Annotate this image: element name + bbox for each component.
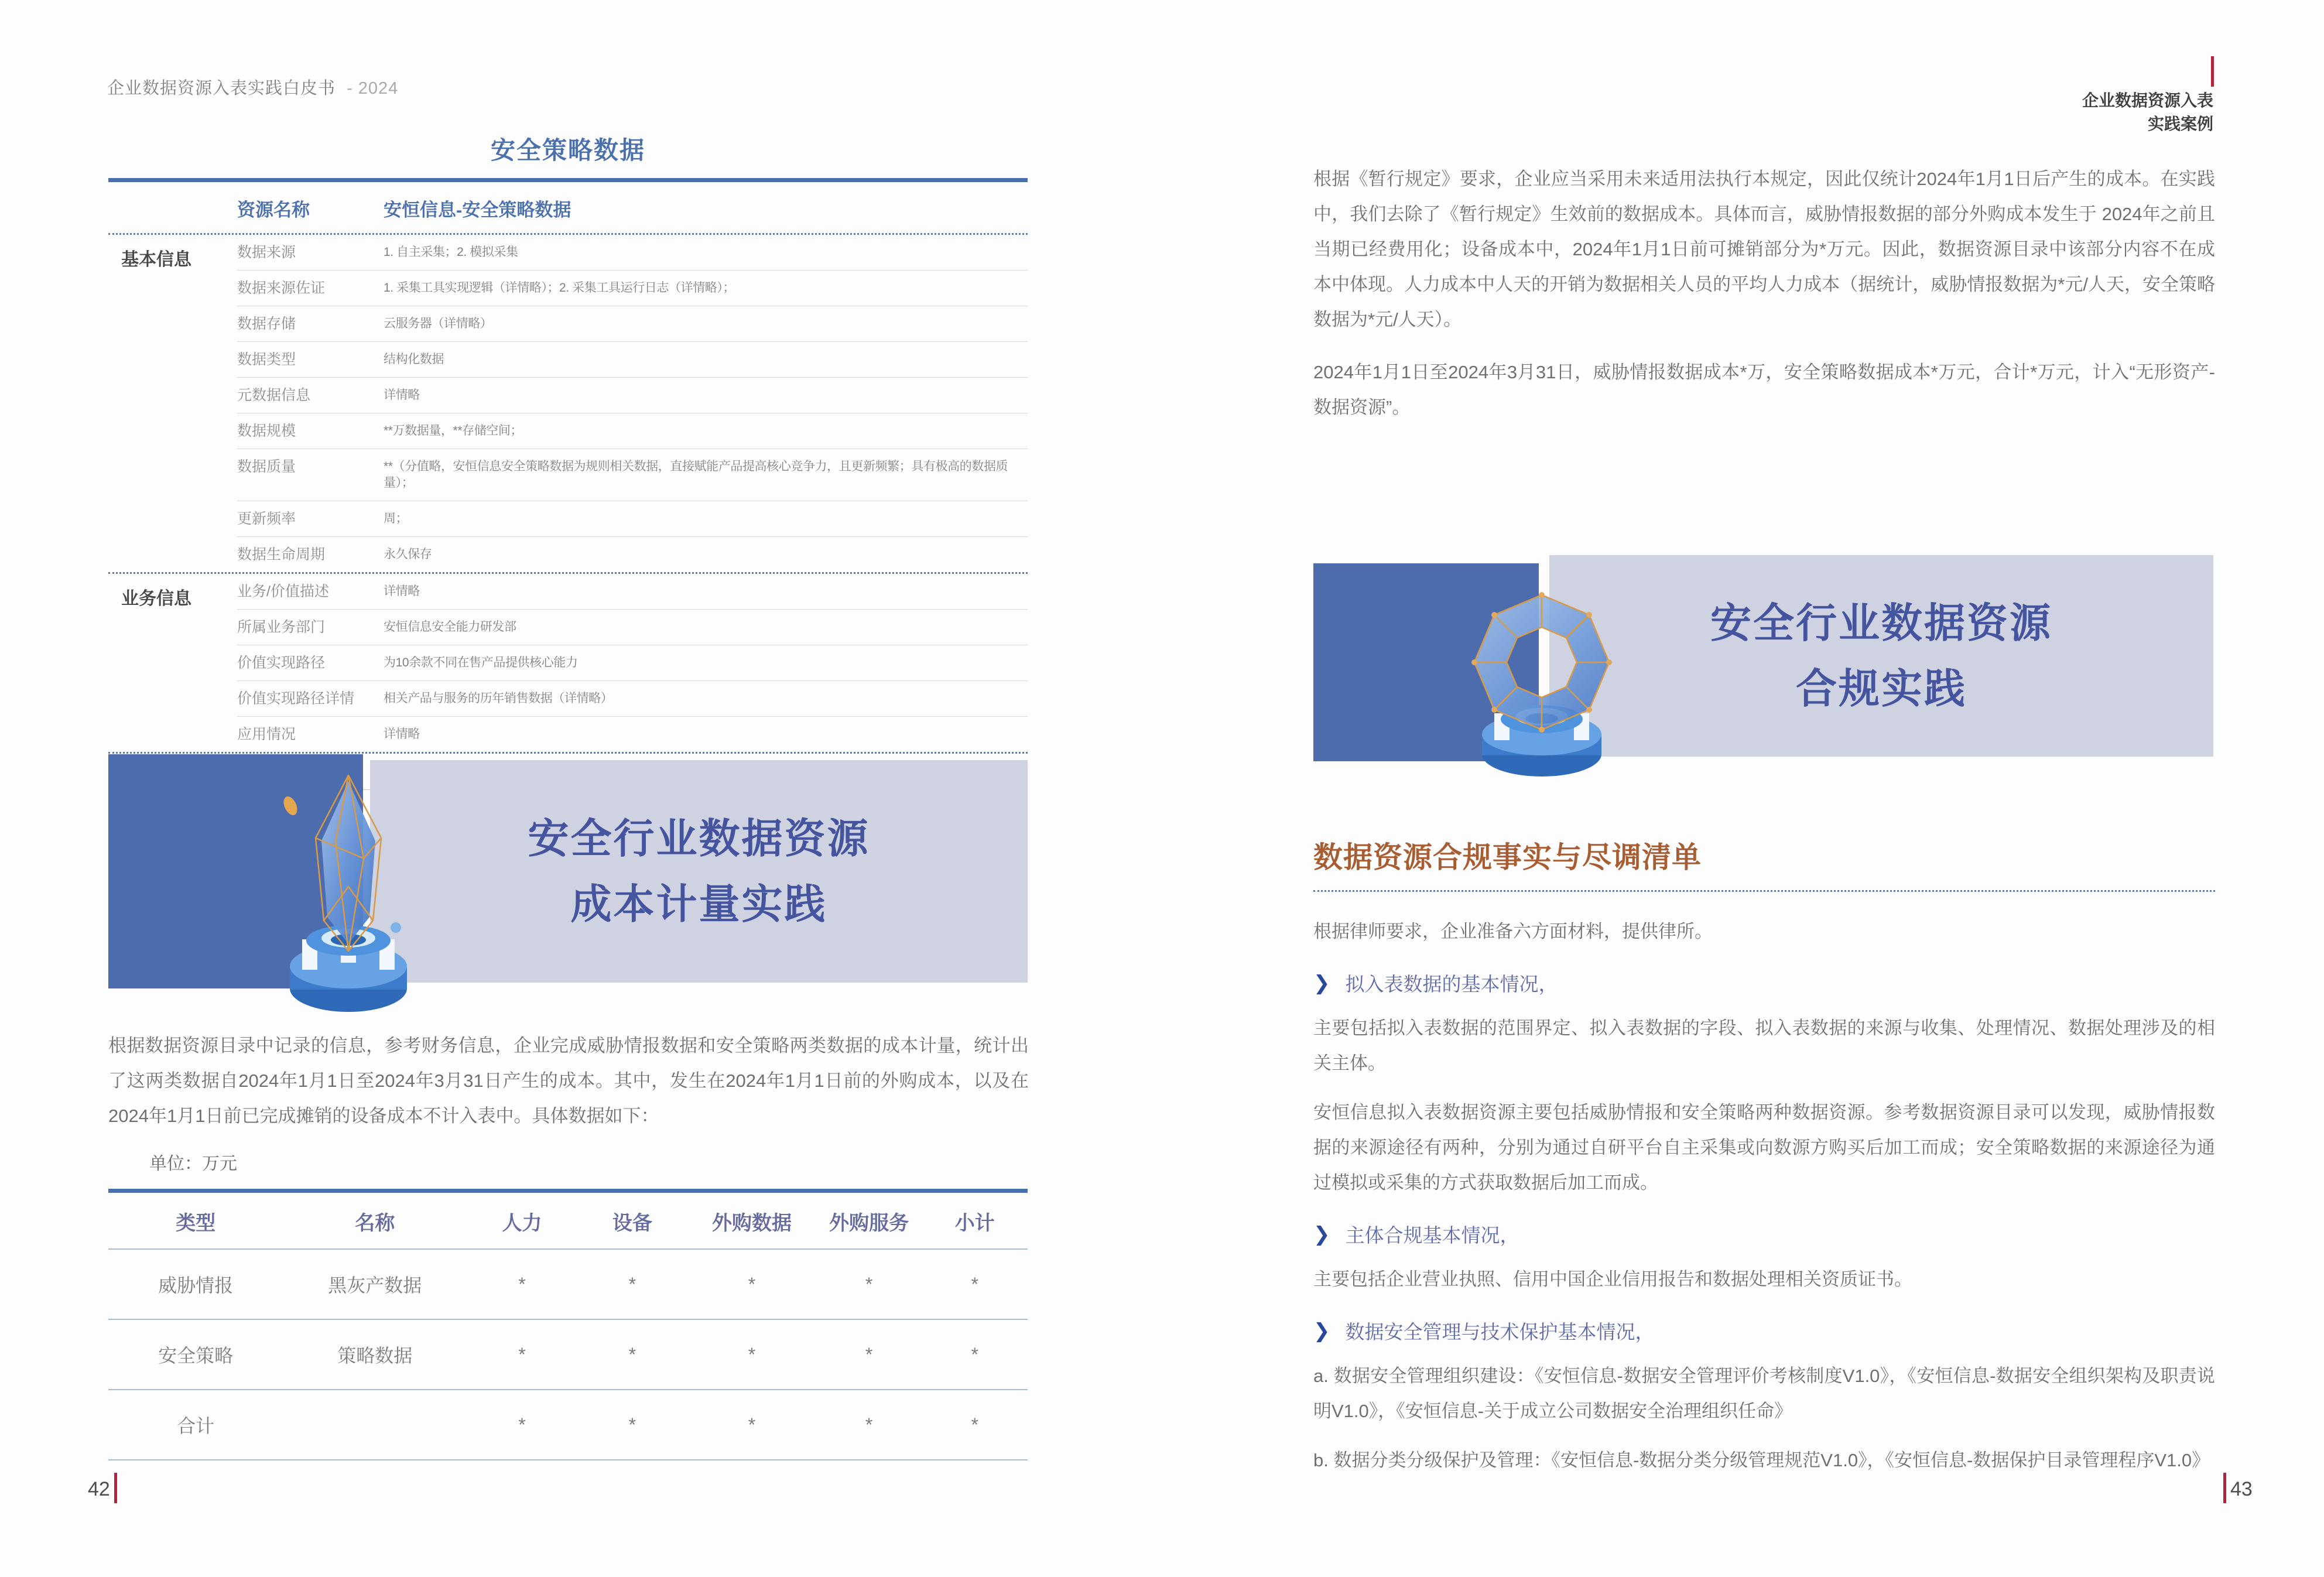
- crystal-trophy-illustration: [252, 771, 445, 1017]
- table-row: 更新频率 周；: [237, 501, 1028, 536]
- table-row: 业务/价值描述 详情略: [237, 583, 420, 600]
- table-row: 应用情况 详情略: [237, 716, 1028, 752]
- cost-practice-banner: [108, 754, 1028, 988]
- table-row: 安全策略 策略数据 * * * * *: [108, 1319, 1028, 1390]
- cost-rule-paragraph: 根据《暂行规定》要求，企业应当采用未来适用法执行本规定，因此仅统计2024年1月1日后产生的成本。在实践中，我们去除了《暂行规定》生效前的数据成本。具体而言，威胁情报数据的部分外购成本发生于 2024年之前且当期已经费用化；设备成本中，2024年1月1日前可摊销部分为*万元。因此，数据资源目录中该部分内容不在成本中体现。人力成本中人天的开销为数据相关人员的平均人力成本（据统计，威胁情报数据为*元/人天，安全策略数据为*元/人天）。: [1313, 169, 2215, 330]
- banner-title: 安全行业数据资源 成本计量实践: [528, 816, 870, 927]
- polyhedron-trophy-illustration: [1445, 583, 1638, 776]
- column-resource-name: 资源名称: [237, 200, 310, 220]
- intro-paragraph: 根据律师要求，企业准备六方面材料，提供律所。: [1313, 921, 1713, 942]
- page-43: [1162, 0, 2324, 1577]
- table-row: 元数据信息 详情略: [237, 377, 1028, 413]
- bullet-entity-compliance: ❯ 主体合规基本情况，: [1313, 1223, 1519, 1246]
- compliance-practice-banner: [1313, 555, 2213, 761]
- bullet-paragraph: a. 数据安全管理组织建设：《安恒信息-数据安全管理评价考核制度V1.0》，《安恒信息-数据安全组织架构及职责说明V1.0》，《安恒信息-关于成立公司数据安全治理组织任命》: [1313, 1366, 2215, 1421]
- bullet-paragraph: 安恒信息拟入表数据资源主要包括威胁情报和安全策略两种数据资源。参考数据资源目录可以发现，威胁情报数据的来源途径有两种，分别为通过自研平台自主采集或向数源方购买后加工而成；安全策略数据的来源途径为通过模拟或采集的方式获取数据后加工而成。: [1313, 1102, 2215, 1193]
- table-row: 价值实现路径详情 相关产品与服务的历年销售数据（详情略）: [237, 680, 1028, 716]
- table-row-total: 合计 * * * * *: [108, 1390, 1028, 1460]
- chevron-right-icon: ❯: [1313, 972, 1330, 994]
- table-row: 数据质量 **（分值略，安恒信息安全策略数据为规则相关数据，直接赋能产品提高核心竞争力，且更新频繁；具有极高的数据质量）；: [237, 449, 1028, 501]
- table-title: 安全策略数据: [490, 136, 645, 164]
- table-row: 威胁情报 黑灰产数据 * * * * *: [108, 1249, 1028, 1319]
- section-business-info: [108, 574, 1028, 754]
- resource-name-value: 安恒信息-安全策略数据: [384, 200, 571, 220]
- banner-title-panel: [1549, 555, 2213, 757]
- cost-table-block: [108, 1149, 1028, 1460]
- cost-table: [108, 1193, 1028, 1460]
- table-row: 数据存储 云服务器（详情略）: [237, 306, 1028, 341]
- page-number-42: 42: [88, 1478, 110, 1500]
- table-row: 数据来源 1. 自主采集；2. 模拟采集: [237, 244, 518, 261]
- banner-title-panel: [370, 760, 1028, 983]
- section-basic-info: [108, 235, 1028, 574]
- running-header-left: [107, 75, 398, 99]
- security-strategy-data-table: [108, 131, 1028, 790]
- red-accent-bar: [114, 1473, 117, 1503]
- table-row: 数据生命周期 永久保存: [237, 536, 1028, 572]
- table-header-row: [108, 182, 1028, 235]
- bullet-paragraph: 主要包括企业营业执照、信用中国企业信用报告和数据处理相关资质证书。: [1313, 1269, 1912, 1289]
- chevron-right-icon: ❯: [1313, 1320, 1330, 1342]
- bullet-security-management: ❯ 数据安全管理与技术保护基本情况，: [1313, 1320, 1655, 1343]
- section-label: 业务信息: [121, 589, 191, 608]
- heading-divider: [1313, 890, 2215, 892]
- red-accent-bar: [2223, 1473, 2226, 1503]
- red-accent-bar: [2211, 56, 2214, 87]
- bullet-data-basics: ❯ 拟入表数据的基本情况，: [1313, 972, 1558, 995]
- table-top-rule: [108, 1189, 1028, 1193]
- cost-table-header-row: 类型 名称 人力 设备 外购数据 外购服务 小计: [108, 1193, 1028, 1249]
- banner-title: 安全行业数据资源 合规实践: [1710, 600, 2052, 711]
- unit-label: 单位：万元: [149, 1154, 237, 1174]
- table-row: 数据规模 **万数据量，**存储空间；: [237, 413, 1028, 449]
- header-line-2: 实践案例: [2147, 115, 2213, 133]
- chevron-right-icon: ❯: [1313, 1223, 1330, 1246]
- section-heading: 数据资源合规事实与尽调清单: [1313, 841, 1702, 874]
- table-row: 数据类型 结构化数据: [237, 341, 1028, 377]
- section-rows: [237, 235, 1028, 572]
- bullet-paragraph: 主要包括拟入表数据的范围界定、拟入表数据的字段、拟入表数据的来源与收集、处理情况、数据处理涉及的相关主体。: [1313, 1018, 2215, 1073]
- header-line-1: 企业数据资源入表: [2082, 91, 2213, 110]
- table-row: 价值实现路径 为10余款不同在售产品提供核心能力: [237, 645, 1028, 680]
- section-rows: [237, 574, 1028, 752]
- running-header-right: [2082, 89, 2213, 136]
- table-row: 数据来源佐证 1. 采集工具实现逻辑（详情略）；2. 采集工具运行日志（详情略）；: [237, 270, 1028, 306]
- page-number-43: 43: [2230, 1478, 2253, 1500]
- bullet-paragraph: b. 数据分类分级保护及管理：《安恒信息-数据分类分级管理规范V1.0》，《安恒信息-数据保护目录管理程序V1.0》: [1313, 1450, 2210, 1470]
- doc-year: - 2024: [347, 79, 399, 98]
- doc-title: 企业数据资源入表实践白皮书: [107, 79, 336, 98]
- table-top-rule: [108, 178, 1028, 182]
- section-label: 基本信息: [121, 250, 191, 269]
- cost-measurement-paragraph: 根据数据资源目录中记录的信息，参考财务信息，企业完成威胁情报数据和安全策略两类数据的成本计量，统计出了这两类数据自2024年1月1日至2024年3月31日产生的成本。其中，发生在2024年1月1日前的外购成本，以及在2024年1月1日前已完成摊销的设备成本不计入表中。具体数据如下：: [108, 1035, 1029, 1126]
- table-row: 所属业务部门 安恒信息安全能力研发部: [237, 609, 1028, 645]
- compliance-checklist-section: [1313, 834, 2215, 1478]
- cost-summary-paragraph: 2024年1月1日至2024年3月31日，威胁情报数据成本*万，安全策略数据成本*万元，合计*万元，计入“无形资产-数据资源”。: [1313, 362, 2215, 418]
